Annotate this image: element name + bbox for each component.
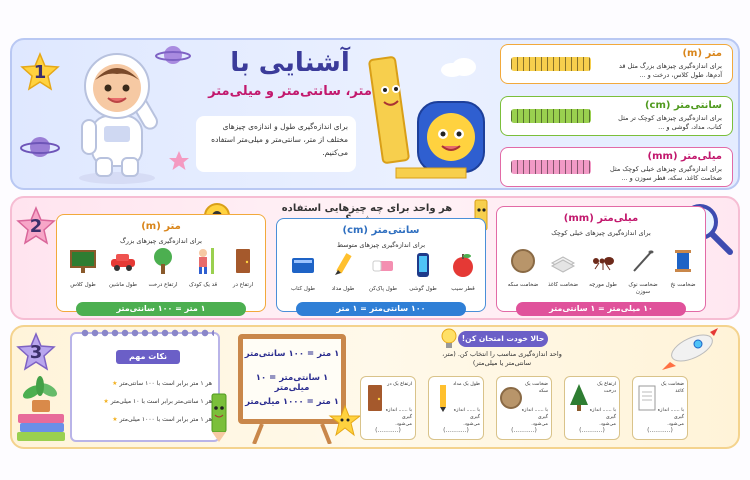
unit-card-title: متر (m) xyxy=(682,48,722,59)
pencil-icon xyxy=(432,383,454,413)
blackboard-icon xyxy=(69,247,97,275)
item-label: ارتفاع درخت xyxy=(148,282,178,288)
board-line: ۱ سانتی‌متر = ۱۰ میلی‌متر xyxy=(255,373,329,393)
door-icon xyxy=(229,247,257,275)
conversion-bar-centimeter: ۱۰۰ سانتی‌متر = ۱ متر xyxy=(296,302,466,316)
needle-icon xyxy=(629,247,657,275)
planet-icon xyxy=(20,132,60,162)
section-2-badge xyxy=(16,206,56,246)
unit-card-desc: برای اندازه‌گیری چیزهای کوچک تر مثل کتاب، مداد، گوشی و ... xyxy=(618,114,722,131)
quiz-question: طول یک مداد xyxy=(452,382,480,387)
item-label: طول گوشی xyxy=(409,286,437,292)
item-ant xyxy=(583,247,623,289)
item-label: ضخامت سکه xyxy=(507,282,539,288)
star-icon xyxy=(168,150,190,172)
quiz-question: ضخامت یک سکه xyxy=(524,382,548,394)
unit-card-centimeter xyxy=(500,96,733,136)
easel-legs-icon xyxy=(252,424,332,444)
note-line: هر ۱ متر برابر است با ۱۰۰۰ میلی‌متر ★ xyxy=(82,416,212,424)
note-line: هر ۱ متر برابر است با ۱۰۰ سانتی‌متر ★ xyxy=(82,380,212,388)
board-line: ۱ متر = ۱۰۰۰ میلی‌متر xyxy=(245,397,339,407)
section-2-number: 2 xyxy=(29,215,43,237)
usage-box-millimeter xyxy=(496,206,706,312)
item-label: طول ماشین xyxy=(108,282,138,288)
notes-title: نکات مهم xyxy=(116,350,180,364)
quiz-answer-blank[interactable]: (...........) xyxy=(511,427,537,434)
paper-stack-icon xyxy=(549,247,577,275)
paper-icon xyxy=(636,383,658,413)
coin-icon xyxy=(509,247,537,275)
quiz-card-pencil xyxy=(428,376,484,440)
note-line: هر ۱ سانتی‌متر برابر است با ۱۰ میلی‌متر ★ xyxy=(82,398,212,406)
item-eraser xyxy=(363,251,403,293)
quiz-answer-text: با ...... اندازه گیری می‌شود. xyxy=(657,408,684,427)
thread-spool-icon xyxy=(669,247,697,275)
item-label: طول مورچه xyxy=(589,282,617,288)
quiz-answer-blank[interactable]: (...........) xyxy=(579,427,605,434)
usage-box-sub: برای اندازه‌گیری چیزهای متوسط xyxy=(336,241,426,249)
usage-box-title: میلی‌متر (mm) xyxy=(563,213,639,224)
usage-box-sub: برای اندازه‌گیری چیزهای خیلی کوچک xyxy=(551,229,651,237)
rocket-icon xyxy=(660,326,720,372)
book-icon xyxy=(289,251,317,279)
item-book xyxy=(283,251,323,293)
conversion-bar-meter: ۱ متر = ۱۰۰ سانتی‌متر xyxy=(76,302,246,316)
apple-icon xyxy=(449,251,477,279)
item-door xyxy=(223,247,263,289)
quiz-question: ارتفاع یک درخت xyxy=(597,382,616,394)
ruler-icon xyxy=(511,109,591,123)
item-paper xyxy=(543,247,583,289)
quiz-instructions: واحد اندازه‌گیری مناسب را انتخاب کن. (متر، سانتی‌متر یا میلی‌متر) xyxy=(442,350,562,367)
pine-tree-icon xyxy=(568,383,590,413)
item-label: ضخامت نخ xyxy=(670,282,696,288)
item-needle xyxy=(623,247,663,296)
section-1-badge xyxy=(20,52,60,92)
item-classroom xyxy=(63,247,103,289)
pencil-character-icon xyxy=(206,390,232,444)
phone-icon xyxy=(409,251,437,279)
page-subtitle: متر، سانتی‌متر و میلی‌متر xyxy=(208,84,372,99)
lightbulb-icon xyxy=(440,328,458,350)
quiz-answer-text: با ...... اندازه گیری می‌شود. xyxy=(521,408,548,427)
item-pencil xyxy=(323,251,363,293)
conversion-bar-millimeter: ۱۰ میلی‌متر = ۱ سانتی‌متر xyxy=(516,302,686,316)
quiz-title: حالا خودت امتحان کن! xyxy=(458,331,548,347)
item-phone xyxy=(403,251,443,293)
section-3-badge xyxy=(16,332,56,372)
intro-text: برای اندازه‌گیری طول و اندازه‌ی چیزهای مختلف از متر، سانتی‌متر و میلی‌متر استفاده می‌کنیم. xyxy=(196,116,356,172)
section-1-number: 1 xyxy=(33,61,47,83)
unit-card-desc: برای اندازه‌گیری چیزهای خیلی کوچک مثل ضخامت کاغذ، سکه، قطر سوزن و ... xyxy=(610,165,722,182)
child-icon xyxy=(189,247,217,275)
item-tree xyxy=(143,247,183,289)
coin-icon xyxy=(500,383,522,413)
quiz-answer-blank[interactable]: (...........) xyxy=(375,427,401,434)
item-label: قطر سیب xyxy=(451,286,475,292)
tree-icon xyxy=(149,247,177,275)
section-2-heading: هر واحد برای چه چیزهایی استفاده xyxy=(281,203,453,214)
ruler-and-tape-icon xyxy=(366,50,496,185)
unit-card-desc: برای اندازه‌گیری چیزهای بزرگ مثل قد آدم‌ها، طول کلاس، درخت و ... xyxy=(618,62,722,79)
item-label: طول پاک‌کن xyxy=(369,286,397,292)
unit-card-title: سانتی‌متر (cm) xyxy=(644,100,722,111)
quiz-card-coin xyxy=(496,376,552,440)
item-label: قد یک کودک xyxy=(188,282,218,288)
unit-card-millimeter xyxy=(500,147,733,187)
usage-box-title: متر (m) xyxy=(141,221,181,232)
unit-card-meter xyxy=(500,44,733,84)
quiz-answer-text: با ...... اندازه گیری می‌شود. xyxy=(589,408,616,427)
quiz-card-paper xyxy=(632,376,688,440)
usage-box-title: سانتی‌متر (cm) xyxy=(342,225,420,236)
ant-icon xyxy=(589,247,617,275)
unit-card-title: میلی‌متر (mm) xyxy=(647,151,722,162)
item-coin xyxy=(503,247,543,289)
plant-and-books-icon xyxy=(14,376,68,444)
item-label: ارتفاع در xyxy=(232,282,254,288)
notebook-rings xyxy=(80,328,214,338)
door-icon xyxy=(364,383,386,413)
important-notes-notebook xyxy=(70,332,220,442)
usage-box-sub: برای اندازه‌گیری چیزهای بزرگ xyxy=(119,237,202,245)
item-apple xyxy=(443,251,483,293)
ruler-icon xyxy=(511,160,591,174)
board-line: ۱ متر = ۱۰۰ سانتی‌متر xyxy=(244,349,340,359)
quiz-card-door xyxy=(360,376,416,440)
item-car xyxy=(103,247,143,289)
quiz-question: ضخامت یک کاغذ xyxy=(660,382,684,394)
quiz-answer-blank[interactable]: (...........) xyxy=(443,427,469,434)
page-title: آشنایی با xyxy=(230,48,350,78)
item-label: طول کتاب xyxy=(290,286,316,292)
pencil-icon xyxy=(329,251,357,279)
item-label: طول مداد xyxy=(331,286,355,292)
item-thread xyxy=(663,247,703,289)
usage-box-meter xyxy=(56,214,266,312)
quiz-answer-text: با ...... اندازه گیری می‌شود. xyxy=(385,408,412,427)
quiz-question: ارتفاع یک در xyxy=(387,382,412,387)
section-3-number: 3 xyxy=(29,341,43,363)
eraser-icon xyxy=(369,251,397,279)
quiz-answer-text: با ...... اندازه گیری می‌شود. xyxy=(453,408,480,427)
car-icon xyxy=(109,247,137,275)
ruler-icon xyxy=(511,57,591,71)
item-label: ضخامت کاغذ xyxy=(547,282,579,288)
item-child-height xyxy=(183,247,223,289)
planet-icon xyxy=(155,42,191,68)
quiz-answer-blank[interactable]: (...........) xyxy=(647,427,673,434)
star-character-icon xyxy=(328,404,362,438)
usage-box-centimeter xyxy=(276,218,486,312)
quiz-card-tree xyxy=(564,376,620,440)
item-label: طول کلاس xyxy=(70,282,96,288)
item-label: ضخامت نوک سوزن xyxy=(628,282,658,295)
